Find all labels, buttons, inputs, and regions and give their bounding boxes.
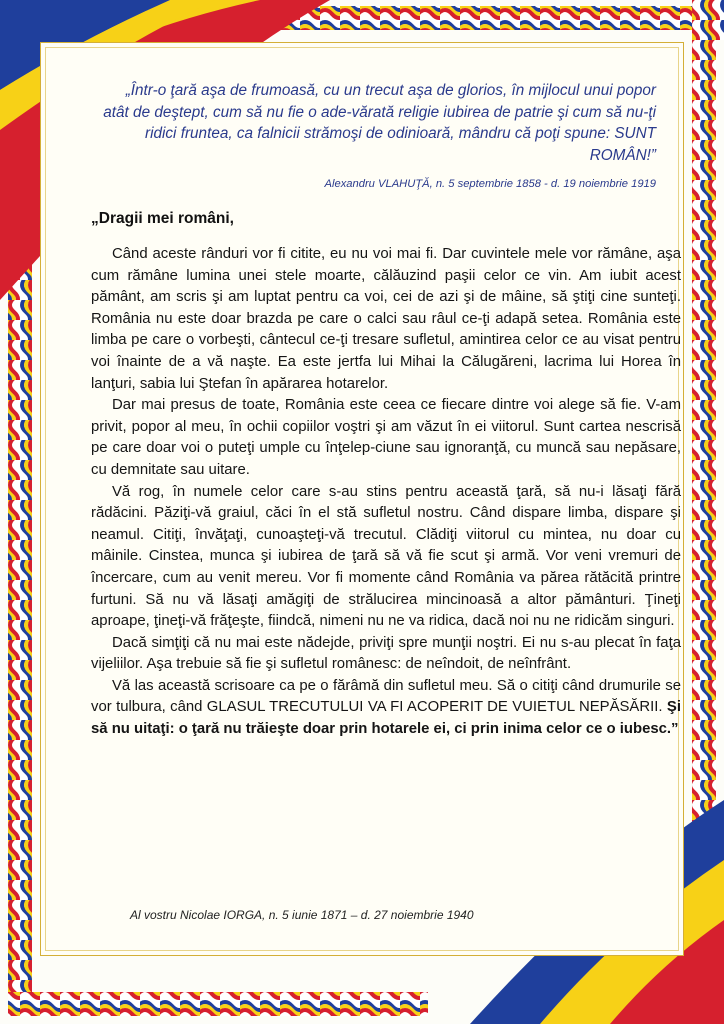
letter-paragraph: Când aceste rânduri vor fi citite, eu nu voi mai fi. Dar cuvintele mele vor rămâne, aşa cum rămâne lumina unei stele moarte, călăuzind paşii celor ce vin. Am iubit acest pământ, am scris şi am luptat pentru ca voi, cei de azi şi de mâine, să ştiţi cine sunteţi. România nu este doar brazda pe care o calci sau râul ce-ţi adapă setea. România este limba pe care o vorbeşti, cântecul ce-ţi tresare sufletul, amintirea celor ce au visat pentru voi înainte de a vă naşte. Ea este jertfa lui Mihai la Călugăreni, lacrima lui Horea în lanţuri, sabia lui Ştefan în apărarea hotarelor. [91,246,681,392]
opening-quote: „Într-o ţară aşa de frumoasă, cu un trecut aşa de glorios, în mijlocul unui popor atât de deştept, cum să nu fie o ade-vărată religie iubirea de patrie şi cum să nu-ţi ridici fruntea, ca falnicii strămoşi de odinioară, mândru că poţi spune: SUNT ROMÂN!” [103,82,656,164]
letter-body [91,244,681,741]
quote-author: Alexandru VLAHUŢĂ, n. 5 septembrie 1858 - d. 19 noiembrie 1919 [324,178,656,190]
letter-paragraph-final [91,676,681,741]
final-plain-text: Vă las această scrisoare ca pe o fărâmă din sufletul meu. Să o citiţi când drumurile se vor tulbura, când GLASUL TRECUTULUI VA FI ACOPERIT DE VUIETUL NEPĂSĂRII. [91,677,681,716]
letter-paragraph: Vă rog, în numele celor care s-au stins pentru această ţară, să nu-i lăsaţi fără rădăcini. Păziţi-vă graiul, căci în el stă sufletul nostru. Când dispare limba, dispare şi neamul. Citiţi, învăţaţi, cunoaşteţi-vă trecutul. Clădiţi viitorul cu mintea, nu doar cu mâinile. Cinstea, munca şi iubirea de ţară să vă fie scut şi armă. Vor veni vremuri de încercare, cum au venit mereu. Vor fi momente când România va părea rătăcită printre furtuni. Să nu vă lăsaţi amăgiţi de strălucirea mincinoasă a altor pământuri. Ţineţi aproape, ţineţi-vă frăţeşte, fiindcă, nimeni nu ne va ridica, dacă noi nu ne ridicăm singuri. [91,483,681,630]
letter-greeting: „Dragii mei români, [91,210,234,227]
letter-signature: Al vostru Nicolae IORGA, n. 5 iunie 1871 – d. 27 noiembrie 1940 [130,908,474,922]
letter-paragraph: Dar mai presus de toate, România este ceea ce fiecare dintre voi alege să fie. V-am privit, popor al meu, în ochii copiilor voştri şi am văzut în ei viitorul. Sunt cartea nescrisă pe care doar voi o puteţi umple cu înţelep-ciune sau ignoranţă, cu muncă sau nepăsare, cu demnitate sau uitare. [91,397,681,478]
final-bold-text: Şi să nu uitaţi: o ţară nu trăieşte doar prin hotarele ei, ci prin inima celor ce o iubesc.” [91,699,681,738]
braid-border-bottom [8,992,428,1016]
braid-border-top [280,6,720,30]
letter-paragraph: Dacă simţiţi că nu mai este nădejde, priviţi spre munţii noştri. Ei nu s-au plecat în faţa vijeliilor. Aşa trebuie să fie şi sufletul românesc: de neîndoit, de neînfrânt. [91,634,681,673]
